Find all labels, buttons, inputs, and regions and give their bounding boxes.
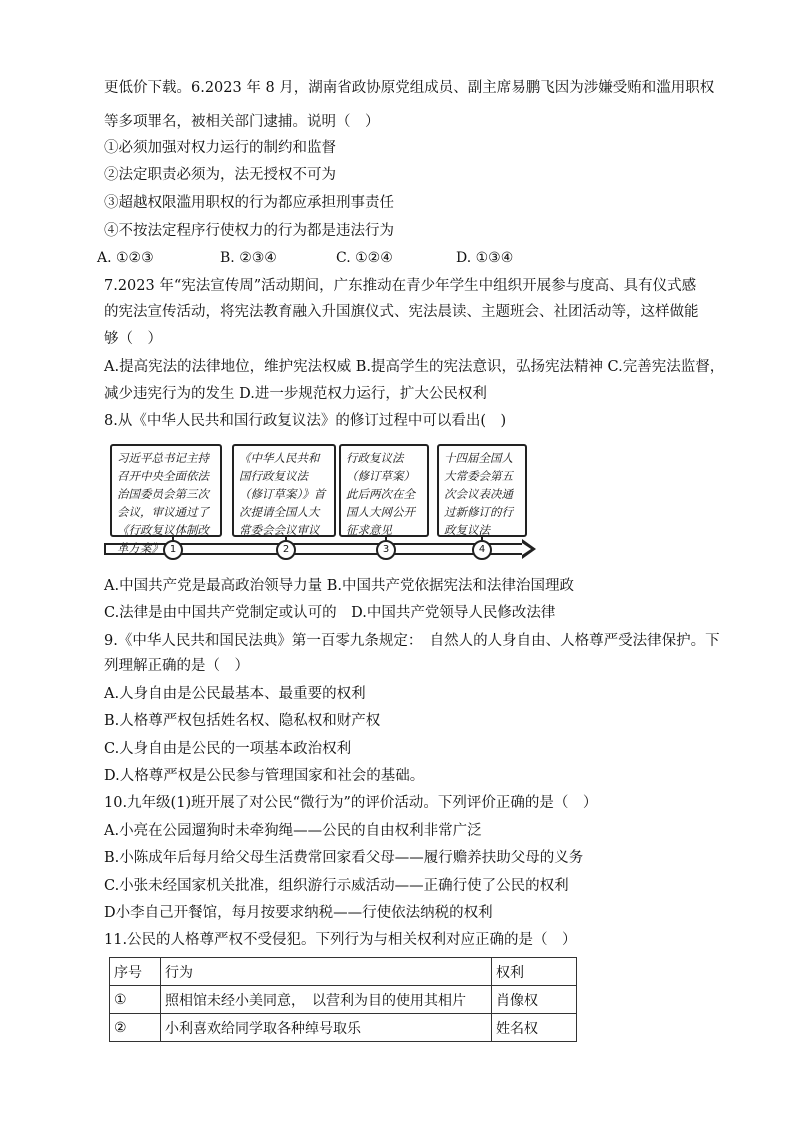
q6-stem-line2: 等多项罪名，被相关部门逮捕。说明（ ） bbox=[104, 114, 380, 130]
table-cell: 姓名权 bbox=[492, 1014, 577, 1042]
q9-option-c[interactable]: C.人身自由是公民的一项基本政治权利 bbox=[104, 741, 352, 757]
q6-option-b[interactable]: B. ②③④ bbox=[220, 250, 277, 266]
q6-item-4: ④不按法定程序行使权力的行为都是违法行为 bbox=[104, 223, 394, 239]
table-cell: 小利喜欢给同学取各种绰号取乐 bbox=[161, 1014, 492, 1042]
q9-stem-line2: 列理解正确的是（ ） bbox=[104, 658, 249, 674]
table-header-cell: 行为 bbox=[161, 958, 492, 986]
q11-rights-table bbox=[109, 957, 577, 1042]
table-row bbox=[110, 1014, 577, 1042]
table-header-row bbox=[110, 958, 577, 986]
timeline-node-4: 4 bbox=[472, 540, 492, 560]
q6-options bbox=[97, 248, 513, 268]
timeline-box-2: 《中华人民共和国行政复议法（修订草案）》首次提请全国人大常委会会议审议 bbox=[232, 444, 336, 537]
q6-option-a[interactable]: A. ①②③ bbox=[97, 250, 154, 266]
q9-option-d[interactable]: D.人格尊严权是公民参与管理国家和社会的基础。 bbox=[104, 768, 425, 784]
timeline-node-2: 2 bbox=[276, 540, 296, 560]
q10-option-b[interactable]: B.小陈成年后每月给父母生活费常回家看父母——履行赡养扶助父母的义务 bbox=[104, 850, 584, 866]
q11-stem: 11.公民的人格尊严权不受侵犯。下列行为与相关权利对应正确的是（ ） bbox=[104, 932, 577, 948]
table-header-cell: 序号 bbox=[110, 958, 161, 986]
q10-option-d[interactable]: D小李自己开餐馆，每月按要求纳税——行使依法纳税的权利 bbox=[104, 905, 493, 921]
q7-stem-line2: 的宪法宣传活动，将宪法教育融入升国旗仪式、宪法晨读、主题班会、社团活动等，这样做能 bbox=[104, 304, 699, 320]
table-cell: ① bbox=[110, 986, 161, 1014]
timeline-box-1: 习近平总书记主持召开中央全面依法治国委员会第三次会议，审议通过了《行政复议体制改革方案》 bbox=[110, 444, 222, 537]
timeline-node-3: 3 bbox=[376, 540, 396, 560]
q6-item-3: ③超越权限滥用职权的行为都应承担刑事责任 bbox=[104, 195, 394, 211]
q7-options-line2: 减少违宪行为的发生 D.进一步规范权力运行，扩大公民权利 bbox=[104, 386, 487, 402]
table-header-cell: 权利 bbox=[492, 958, 577, 986]
q10-stem: 10.九年级(1)班开展了对公民“微行为”的评价活动。下列评价正确的是（ ） bbox=[104, 795, 598, 811]
table-cell: 照相馆未经小美同意， 以营利为目的使用其相片 bbox=[161, 986, 492, 1014]
q9-option-a[interactable]: A.人身自由是公民最基本、最重要的权利 bbox=[104, 686, 366, 702]
q6-stem-line1: 更低价下载。6.2023 年 8 月，湖南省政协原党组成员、副主席易鹏飞因为涉嫌受贿和滥用职权 bbox=[104, 80, 715, 96]
q9-stem-line1: 9.《中华人民共和国民法典》第一百零九条规定： 自然人的人身自由、人格尊严受法律保护。下 bbox=[104, 633, 720, 649]
q8-options-line1: A.中国共产党是最高政治领导力量 B.中国共产党依据宪法和法律治国理政 bbox=[104, 578, 574, 594]
q7-options-line1: A.提高宪法的法律地位，维护宪法权威 B.提高学生的宪法意识，弘扬宪法精神 C.完善宪法监督， bbox=[104, 359, 725, 375]
timeline-box-3: 行政复议法（修订草案）此后两次在全国人大网公开征求意见 bbox=[339, 444, 429, 537]
q8-options-line2: C.法律是由中国共产党制定或认可的 D.中国共产党领导人民修改法律 bbox=[104, 605, 556, 621]
q7-stem-line3: 够（ ） bbox=[104, 331, 162, 347]
q10-option-a[interactable]: A.小亮在公园遛狗时未牵狗绳——公民的自由权利非常广泛 bbox=[104, 823, 482, 839]
q6-option-d[interactable]: D. ①③④ bbox=[456, 250, 514, 266]
table-row bbox=[110, 986, 577, 1014]
q10-option-c[interactable]: C.小张未经国家机关批准，组织游行示威活动——正确行使了公民的权利 bbox=[104, 878, 569, 894]
table-cell: ② bbox=[110, 1014, 161, 1042]
q6-item-2: ②法定职责必须为，法无授权不可为 bbox=[104, 167, 336, 183]
q7-stem-line1: 7.2023 年“宪法宣传周”活动期间，广东推动在青少年学生中组织开展参与度高、具有仪式感 bbox=[104, 278, 697, 294]
q6-item-1: ①必须加强对权力运行的制约和监督 bbox=[104, 140, 336, 156]
q6-option-c[interactable]: C. ①②④ bbox=[336, 250, 393, 266]
q8-timeline-diagram bbox=[104, 444, 544, 574]
q8-stem: 8.从《中华人民共和国行政复议法》的修订过程中可以看出( ) bbox=[104, 413, 507, 429]
q9-option-b[interactable]: B.人格尊严权包括姓名权、隐私权和财产权 bbox=[104, 713, 381, 729]
timeline-node-1: 1 bbox=[163, 540, 183, 560]
table-cell: 肖像权 bbox=[492, 986, 577, 1014]
timeline-box-4: 十四届全国人大常委会第五次会议表决通过新修订的行政复议法 bbox=[437, 444, 527, 537]
